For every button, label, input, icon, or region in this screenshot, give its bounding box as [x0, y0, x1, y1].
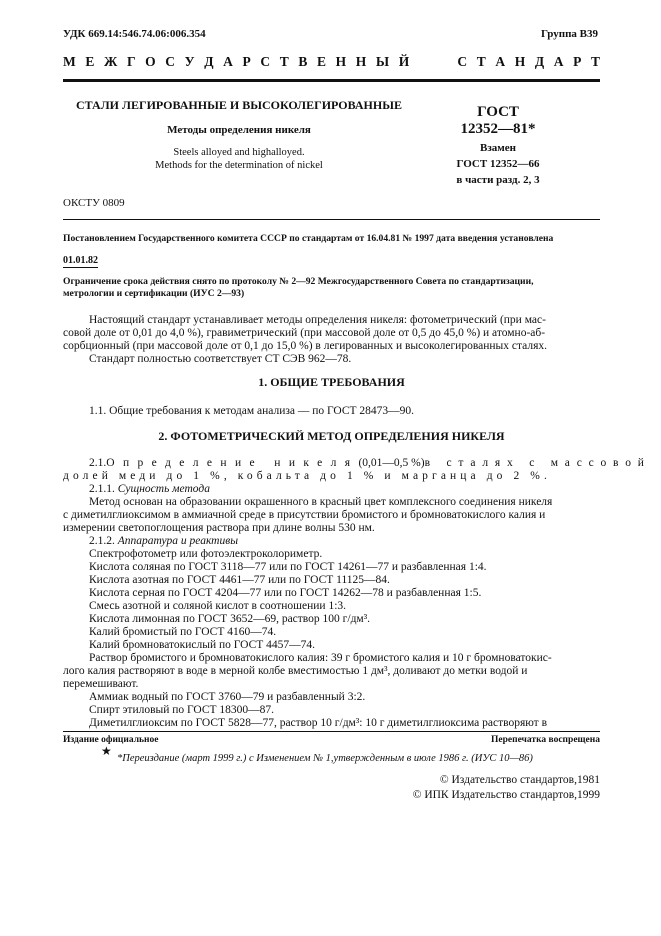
clause-2-1-2-title: Аппаратура и реактивы: [117, 535, 239, 547]
decree-date: 01.01.82: [63, 255, 98, 266]
gost-label: ГОСТ: [477, 104, 519, 120]
gost-number: 12352—81*: [460, 121, 536, 137]
reissue-note: *Переиздание (март 1999 г.) с Изменением № 1,утвержденным в июле 1986 г. (ИУС 10—86): [117, 753, 533, 764]
reagent-line: Калий бромистый по ГОСТ 4160—74.: [89, 626, 277, 638]
title-ru: СТАЛИ ЛЕГИРОВАННЫЕ И ВЫСОКОЛЕГИРОВАННЫЕ: [75, 98, 403, 112]
clause-2-1-1-number: 2.1.1.: [89, 483, 115, 495]
reagent-line: Спектрофотометр или фотоэлектроколориметр.: [89, 548, 323, 560]
reagent-line: Кислота серная по ГОСТ 4204—77 или по ГОСТ 14262—78 и разбавленная 1:5.: [89, 587, 482, 599]
restriction-line-1: Ограничение срока действия снято по протоколу № 2—92 Межгосударственного Совета по стандартизации,: [63, 276, 534, 287]
restriction-line-2: метрологии и сертификации (ИУС 2—93): [63, 288, 245, 299]
clause-2-1-number: 2.1.: [89, 457, 107, 469]
copyright-1981: © Издательство стандартов,1981: [439, 774, 600, 786]
clause-2-1-line-1: [89, 457, 651, 470]
subtitle-ru: Методы определения никеля: [167, 124, 311, 136]
replaces-gost: ГОСТ 12352—66: [456, 158, 540, 170]
intro-line-4: Стандарт полностью соответствует СТ СЭВ 962—78.: [89, 353, 352, 365]
reagent-line: перемешивают.: [63, 678, 139, 690]
intro-line-3: сорбционный (при массовой доле от 0,1 до 15,0 %) в легированных и высоколегированных сталях.: [63, 340, 547, 352]
title-en-1: Steels alloyed and highalloyed.: [173, 147, 305, 158]
footer-rule: [63, 731, 600, 732]
official-edition: Издание официальное: [63, 735, 159, 745]
reagent-line: Диметилглиоксим по ГОСТ 5828—77, раствор 10 г/дм³: 10 г диметилглиоксима растворяют в: [89, 717, 548, 729]
method-line-3: измерении светопоглощения раствора при длине волны 530 нм.: [63, 522, 375, 534]
clause-2-1-range: (0,01—0,5 %): [358, 457, 425, 469]
reagent-line: Кислота соляная по ГОСТ 3118—77 или по ГОСТ 14261—77 и разбавленная 1:4.: [89, 561, 487, 573]
replaces-label: Взамен: [480, 142, 516, 154]
section-1-1: 1.1. Общие требования к методам анализа — по ГОСТ 28473—90.: [89, 405, 415, 417]
reagent-line: Кислота азотная по ГОСТ 4461—77 или по ГОСТ 11125—84.: [89, 574, 390, 586]
title-en-2: Methods for the determination of nickel: [155, 160, 323, 171]
clause-2-1-caption: Определение никеля: [106, 457, 359, 469]
section-1-heading: 1. ОБЩИЕ ТРЕБОВАНИЯ: [258, 375, 405, 389]
decree-text: Постановлением Государственного комитета СССР по стандартам от 16.04.81 № 1997 дата введения установлена: [63, 233, 554, 244]
replaces-part: в части разд. 2, 3: [456, 174, 540, 186]
reagent-line: Смесь азотной и соляной кислот в соотношении 1:3.: [89, 600, 347, 612]
copyright-1999: © ИПК Издательство стандартов,1999: [412, 789, 600, 801]
reprint-notice: Перепечатка воспрещена: [490, 735, 600, 745]
reagent-line: Раствор бромистого и бромноватокислого калия: 39 г бромистого калия и 10 г бромноватокис-: [89, 652, 552, 664]
intro-line-2: совой доле от 0,01 до 4,0 %), гравиметрический (при массовой доле от 0,5 до 45,0 %) и атомно-аб-: [63, 327, 546, 339]
title-rule: [63, 219, 600, 220]
clause-2-1-line-2: долей меди до 1 %, кобальта до 1 % и марганца до 2 %.: [63, 470, 551, 482]
clause-2-1-rest: в сталях с массовой: [424, 457, 651, 469]
udk-code: УДК 669.14:546.74.06:006.354: [63, 28, 206, 40]
reagent-line: Спирт этиловый по ГОСТ 18300—87.: [89, 704, 275, 716]
title-block: [60, 98, 418, 172]
standard-banner: М Е Ж Г О С У Д А Р С Т В Е Н Н Ы Й С Т А Н Д А Р Т: [63, 54, 600, 69]
star-icon: ★: [101, 744, 112, 758]
method-line-1: Метод основан на образовании окрашенного в красный цвет комплексного соединения никеля: [89, 496, 553, 508]
reagent-line: Калий бромноватокислый по ГОСТ 4457—74.: [89, 639, 316, 651]
clause-2-1-2-number: 2.1.2.: [89, 535, 115, 547]
clause-2-1-1: [89, 483, 210, 496]
intro-line-1: Настоящий стандарт устанавливает методы определения никеля: фотометрический (при мас-: [89, 314, 546, 326]
reagent-line: лого калия растворяют в воде в мерной колбе вместимостью 1 дм³, доливают до метки водой и: [63, 665, 528, 677]
clause-2-1-2: [89, 535, 238, 548]
group-code: Группа В39: [540, 28, 598, 40]
okstu-code: ОКСТУ 0809: [63, 197, 125, 209]
reagent-line: Аммиак водный по ГОСТ 3760—79 и разбавленный 3:2.: [89, 691, 366, 703]
banner-rule: [63, 79, 600, 82]
clause-2-1-1-title: Сущность метода: [117, 483, 210, 495]
gost-block: [432, 104, 564, 188]
reagent-line: Кислота лимонная по ГОСТ 3652—69, раствор 100 г/дм³.: [89, 613, 371, 625]
section-2-heading: 2. ФОТОМЕТРИЧЕСКИЙ МЕТОД ОПРЕДЕЛЕНИЯ НИКЕЛЯ: [158, 429, 505, 443]
method-line-2: с диметилглиоксимом в аммиачной среде в присутствии бромистого и бромноватокислого калия и: [63, 509, 546, 521]
